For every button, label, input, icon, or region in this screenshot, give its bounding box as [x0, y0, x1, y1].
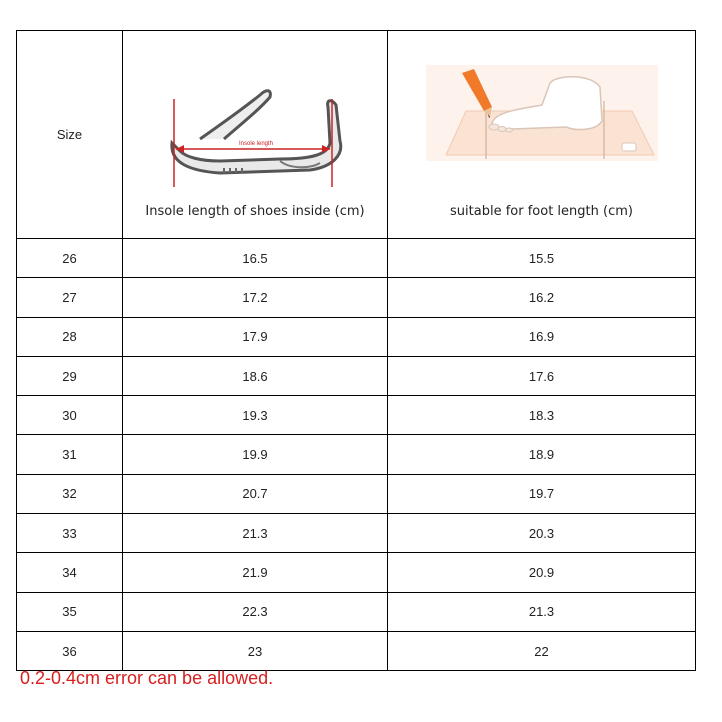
table-row: [17, 356, 696, 395]
shoe-insole-illustration: [160, 65, 350, 195]
header-row: [17, 31, 696, 239]
table-row: [17, 631, 696, 670]
insole-cell: 16.5: [123, 239, 388, 278]
size-cell: 36: [17, 631, 123, 670]
size-cell: 35: [17, 592, 123, 631]
insole-cell: 20.7: [123, 474, 388, 513]
foot-cell: 18.3: [388, 396, 696, 435]
size-cell: 32: [17, 474, 123, 513]
insole-cell: 18.6: [123, 356, 388, 395]
size-cell: 26: [17, 239, 123, 278]
table-row: [17, 317, 696, 356]
table-row: [17, 514, 696, 553]
foot-cell: 20.3: [388, 514, 696, 553]
insole-length-header: Insole length of shoes inside (cm): [145, 204, 365, 219]
table-row: [17, 396, 696, 435]
foot-length-header: suitable for foot length (cm): [450, 204, 633, 219]
foot-cell: 20.9: [388, 553, 696, 592]
size-cell: 27: [17, 278, 123, 317]
table-row: [17, 239, 696, 278]
table-row: [17, 278, 696, 317]
insole-cell: 23: [123, 631, 388, 670]
size-cell: 29: [17, 356, 123, 395]
insole-cell: 21.9: [123, 553, 388, 592]
foot-cell: 16.2: [388, 278, 696, 317]
insole-cell: 17.9: [123, 317, 388, 356]
size-header: Size: [56, 127, 83, 142]
foot-cell: 18.9: [388, 435, 696, 474]
table-row: [17, 435, 696, 474]
size-cell: 33: [17, 514, 123, 553]
insole-cell: 19.9: [123, 435, 388, 474]
table-row: [17, 553, 696, 592]
table-row: [17, 474, 696, 513]
size-chart-table: [16, 30, 696, 671]
foot-cell: 19.7: [388, 474, 696, 513]
foot-cell: 22: [388, 631, 696, 670]
insole-cell: 22.3: [123, 592, 388, 631]
insole-cell: 21.3: [123, 514, 388, 553]
insole-header-cell: [123, 31, 388, 239]
foot-header-cell: [388, 31, 696, 239]
foot-measuring-illustration: [426, 65, 658, 161]
foot-cell: 16.9: [388, 317, 696, 356]
foot-cell: 17.6: [388, 356, 696, 395]
size-cell: 31: [17, 435, 123, 474]
size-header-cell: [17, 31, 123, 239]
insole-cell: 17.2: [123, 278, 388, 317]
svg-text:Insole length: Insole length: [238, 141, 274, 147]
table-row: [17, 592, 696, 631]
foot-cell: 15.5: [388, 239, 696, 278]
size-cell: 30: [17, 396, 123, 435]
foot-cell: 21.3: [388, 592, 696, 631]
error-tolerance-note: 0.2-0.4cm error can be allowed.: [20, 668, 274, 688]
size-cell: 28: [17, 317, 123, 356]
insole-cell: 19.3: [123, 396, 388, 435]
size-cell: 34: [17, 553, 123, 592]
